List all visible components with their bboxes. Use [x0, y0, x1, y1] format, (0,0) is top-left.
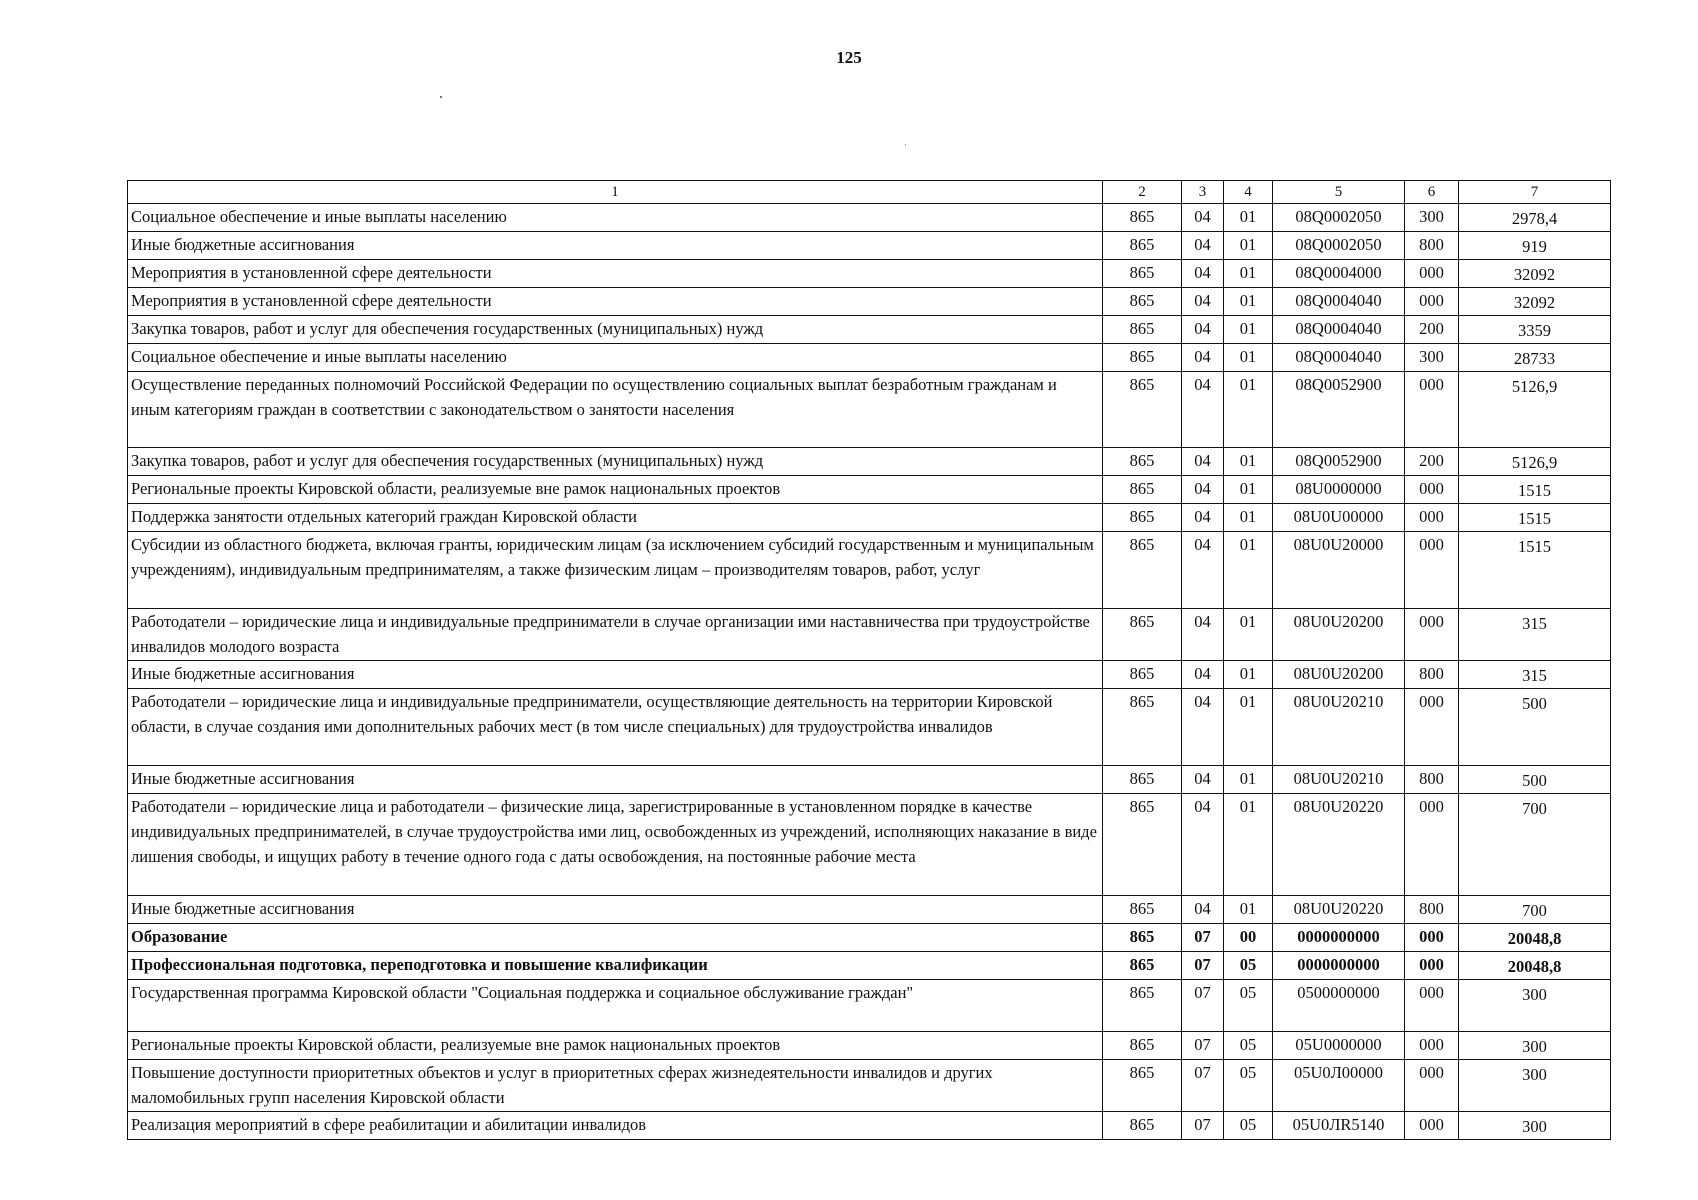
amount-cell: 2978,4	[1459, 204, 1611, 232]
table-row	[128, 794, 1611, 896]
scan-speck	[440, 96, 442, 98]
admin-code-cell: 865	[1103, 204, 1182, 232]
budget-table	[127, 180, 1611, 1140]
admin-code-cell: 865	[1103, 1060, 1182, 1112]
subsection-code-cell: 05	[1224, 1032, 1273, 1060]
target-article-cell: 08U0U00000	[1273, 504, 1405, 532]
expense-type-cell: 200	[1405, 316, 1459, 344]
item-name-cell: Закупка товаров, работ и услуг для обеспечения государственных (муниципальных) нужд	[128, 316, 1103, 344]
target-article-cell: 08Q0052900	[1273, 448, 1405, 476]
subsection-code-cell: 01	[1224, 689, 1273, 766]
amount-cell: 500	[1459, 766, 1611, 794]
item-name-cell: Реализация мероприятий в сфере реабилитации и абилитации инвалидов	[128, 1112, 1103, 1140]
section-code-cell: 04	[1182, 504, 1224, 532]
amount-cell: 315	[1459, 609, 1611, 661]
expense-type-cell: 000	[1405, 689, 1459, 766]
expense-type-cell: 000	[1405, 794, 1459, 896]
item-name-cell: Работодатели – юридические лица и индивидуальные предприниматели, осуществляющие деятельность на территории Кировской области, в случае создания ими дополнительных рабочих мест (в том числе специальных) для трудоустройства инвалидов	[128, 689, 1103, 766]
item-name-cell: Иные бюджетные ассигнования	[128, 766, 1103, 794]
admin-code-cell: 865	[1103, 980, 1182, 1032]
section-code-cell: 07	[1182, 1032, 1224, 1060]
table-row	[128, 476, 1611, 504]
admin-code-cell: 865	[1103, 1112, 1182, 1140]
section-code-cell: 04	[1182, 204, 1224, 232]
target-article-cell: 08U0U20210	[1273, 766, 1405, 794]
section-code-cell: 04	[1182, 794, 1224, 896]
amount-cell: 28733	[1459, 344, 1611, 372]
section-code-cell: 04	[1182, 288, 1224, 316]
expense-type-cell: 300	[1405, 204, 1459, 232]
target-article-cell: 08U0000000	[1273, 476, 1405, 504]
admin-code-cell: 865	[1103, 609, 1182, 661]
section-code-cell: 07	[1182, 924, 1224, 952]
item-name-cell: Иные бюджетные ассигнования	[128, 661, 1103, 689]
subsection-code-cell: 01	[1224, 476, 1273, 504]
target-article-cell: 08Q0002050	[1273, 232, 1405, 260]
table-row	[128, 924, 1611, 952]
subsection-code-cell: 01	[1224, 204, 1273, 232]
admin-code-cell: 865	[1103, 448, 1182, 476]
expense-type-cell: 000	[1405, 476, 1459, 504]
amount-cell: 20048,8	[1459, 924, 1611, 952]
table-row	[128, 288, 1611, 316]
admin-code-cell: 865	[1103, 260, 1182, 288]
column-header: 4	[1224, 181, 1273, 204]
admin-code-cell: 865	[1103, 924, 1182, 952]
subsection-code-cell: 01	[1224, 372, 1273, 448]
scan-speck	[905, 144, 906, 145]
table-row	[128, 316, 1611, 344]
section-code-cell: 07	[1182, 1112, 1224, 1140]
subsection-code-cell: 01	[1224, 609, 1273, 661]
item-name-cell: Региональные проекты Кировской области, реализуемые вне рамок национальных проектов	[128, 1032, 1103, 1060]
item-name-cell: Осуществление переданных полномочий Российской Федерации по осуществлению социальных выплат безработным гражданам и иным категориям граждан в соответствии с законодательством о занятости населения	[128, 372, 1103, 448]
item-name-cell: Образование	[128, 924, 1103, 952]
section-code-cell: 04	[1182, 766, 1224, 794]
admin-code-cell: 865	[1103, 504, 1182, 532]
expense-type-cell: 000	[1405, 952, 1459, 980]
expense-type-cell: 000	[1405, 980, 1459, 1032]
admin-code-cell: 865	[1103, 288, 1182, 316]
target-article-cell: 05U0Л00000	[1273, 1060, 1405, 1112]
table-body	[128, 204, 1611, 1140]
item-name-cell: Региональные проекты Кировской области, реализуемые вне рамок национальных проектов	[128, 476, 1103, 504]
amount-cell: 5126,9	[1459, 448, 1611, 476]
expense-type-cell: 300	[1405, 344, 1459, 372]
amount-cell: 300	[1459, 1060, 1611, 1112]
table-row	[128, 980, 1611, 1032]
target-article-cell: 05U0ЛR5140	[1273, 1112, 1405, 1140]
target-article-cell: 0500000000	[1273, 980, 1405, 1032]
table-row	[128, 344, 1611, 372]
subsection-code-cell: 01	[1224, 316, 1273, 344]
amount-cell: 5126,9	[1459, 372, 1611, 448]
section-code-cell: 04	[1182, 372, 1224, 448]
expense-type-cell: 000	[1405, 532, 1459, 609]
column-header: 5	[1273, 181, 1405, 204]
table-row	[128, 532, 1611, 609]
section-code-cell: 04	[1182, 232, 1224, 260]
column-header: 2	[1103, 181, 1182, 204]
table-row	[128, 609, 1611, 661]
expense-type-cell: 000	[1405, 1032, 1459, 1060]
target-article-cell: 08Q0002050	[1273, 204, 1405, 232]
subsection-code-cell: 01	[1224, 766, 1273, 794]
amount-cell: 1515	[1459, 476, 1611, 504]
target-article-cell: 08U0U20000	[1273, 532, 1405, 609]
target-article-cell: 08U0U20200	[1273, 661, 1405, 689]
subsection-code-cell: 01	[1224, 794, 1273, 896]
subsection-code-cell: 05	[1224, 1112, 1273, 1140]
admin-code-cell: 865	[1103, 476, 1182, 504]
section-code-cell: 04	[1182, 344, 1224, 372]
table-row	[128, 448, 1611, 476]
expense-type-cell: 000	[1405, 1060, 1459, 1112]
section-code-cell: 07	[1182, 952, 1224, 980]
table-row	[128, 504, 1611, 532]
target-article-cell: 08U0U20220	[1273, 794, 1405, 896]
section-code-cell: 04	[1182, 260, 1224, 288]
admin-code-cell: 865	[1103, 952, 1182, 980]
table-row	[128, 232, 1611, 260]
expense-type-cell: 800	[1405, 232, 1459, 260]
admin-code-cell: 865	[1103, 344, 1182, 372]
amount-cell: 500	[1459, 689, 1611, 766]
section-code-cell: 04	[1182, 476, 1224, 504]
item-name-cell: Закупка товаров, работ и услуг для обеспечения государственных (муниципальных) нужд	[128, 448, 1103, 476]
target-article-cell: 0000000000	[1273, 952, 1405, 980]
amount-cell: 300	[1459, 1112, 1611, 1140]
subsection-code-cell: 05	[1224, 952, 1273, 980]
table-row	[128, 1032, 1611, 1060]
subsection-code-cell: 00	[1224, 924, 1273, 952]
target-article-cell: 08Q0004040	[1273, 344, 1405, 372]
subsection-code-cell: 05	[1224, 1060, 1273, 1112]
section-code-cell: 04	[1182, 609, 1224, 661]
item-name-cell: Повышение доступности приоритетных объектов и услуг в приоритетных сферах жизнедеятельности инвалидов и других маломобильных групп населения Кировской области	[128, 1060, 1103, 1112]
subsection-code-cell: 01	[1224, 260, 1273, 288]
subsection-code-cell: 01	[1224, 504, 1273, 532]
target-article-cell: 08Q0004040	[1273, 288, 1405, 316]
amount-cell: 300	[1459, 980, 1611, 1032]
amount-cell: 32092	[1459, 288, 1611, 316]
amount-cell: 20048,8	[1459, 952, 1611, 980]
subsection-code-cell: 01	[1224, 532, 1273, 609]
admin-code-cell: 865	[1103, 766, 1182, 794]
column-header: 6	[1405, 181, 1459, 204]
item-name-cell: Мероприятия в установленной сфере деятельности	[128, 288, 1103, 316]
table-row	[128, 204, 1611, 232]
item-name-cell: Иные бюджетные ассигнования	[128, 232, 1103, 260]
target-article-cell: 08Q0004000	[1273, 260, 1405, 288]
table-row	[128, 661, 1611, 689]
table-row	[128, 1112, 1611, 1140]
admin-code-cell: 865	[1103, 232, 1182, 260]
amount-cell: 315	[1459, 661, 1611, 689]
amount-cell: 700	[1459, 896, 1611, 924]
subsection-code-cell: 01	[1224, 661, 1273, 689]
target-article-cell: 05U0000000	[1273, 1032, 1405, 1060]
item-name-cell: Социальное обеспечение и иные выплаты населению	[128, 344, 1103, 372]
item-name-cell: Поддержка занятости отдельных категорий граждан Кировской области	[128, 504, 1103, 532]
page-number: 125	[836, 48, 862, 67]
section-code-cell: 04	[1182, 896, 1224, 924]
section-code-cell: 07	[1182, 1060, 1224, 1112]
subsection-code-cell: 01	[1224, 896, 1273, 924]
section-code-cell: 04	[1182, 661, 1224, 689]
column-header: 3	[1182, 181, 1224, 204]
item-name-cell: Профессиональная подготовка, переподготовка и повышение квалификации	[128, 952, 1103, 980]
expense-type-cell: 200	[1405, 448, 1459, 476]
table-row	[128, 372, 1611, 448]
admin-code-cell: 865	[1103, 372, 1182, 448]
expense-type-cell: 800	[1405, 661, 1459, 689]
expense-type-cell: 000	[1405, 1112, 1459, 1140]
target-article-cell: 08U0U20220	[1273, 896, 1405, 924]
subsection-code-cell: 01	[1224, 232, 1273, 260]
admin-code-cell: 865	[1103, 689, 1182, 766]
section-code-cell: 04	[1182, 532, 1224, 609]
column-header: 7	[1459, 181, 1611, 204]
amount-cell: 1515	[1459, 532, 1611, 609]
target-article-cell: 0000000000	[1273, 924, 1405, 952]
item-name-cell: Социальное обеспечение и иные выплаты населению	[128, 204, 1103, 232]
section-code-cell: 07	[1182, 980, 1224, 1032]
amount-cell: 1515	[1459, 504, 1611, 532]
admin-code-cell: 865	[1103, 532, 1182, 609]
table-row	[128, 689, 1611, 766]
expense-type-cell: 000	[1405, 924, 1459, 952]
item-name-cell: Субсидии из областного бюджета, включая гранты, юридическим лицам (за исключением субсидий государственным и муниципальным учреждениям), индивидуальным предпринимателям, а также физическим лицам – производителям товаров, работ, услуг	[128, 532, 1103, 609]
subsection-code-cell: 01	[1224, 344, 1273, 372]
item-name-cell: Работодатели – юридические лица и работодатели – физические лица, зарегистрированные в установленном порядке в качестве индивидуальных предпринимателей, в случае трудоустройства ими лиц, освобожденных из учреждений, исполняющих наказание в виде лишения свободы, и ищущих работу в течение одного года с даты освобождения, на постоянные рабочие места	[128, 794, 1103, 896]
subsection-code-cell: 05	[1224, 980, 1273, 1032]
section-code-cell: 04	[1182, 448, 1224, 476]
target-article-cell: 08U0U20210	[1273, 689, 1405, 766]
expense-type-cell: 800	[1405, 766, 1459, 794]
subsection-code-cell: 01	[1224, 288, 1273, 316]
amount-cell: 300	[1459, 1032, 1611, 1060]
column-header: 1	[128, 181, 1103, 204]
amount-cell: 919	[1459, 232, 1611, 260]
amount-cell: 32092	[1459, 260, 1611, 288]
section-code-cell: 04	[1182, 316, 1224, 344]
expense-type-cell: 000	[1405, 260, 1459, 288]
item-name-cell: Государственная программа Кировской области "Социальная поддержка и социальное обслуживание граждан"	[128, 980, 1103, 1032]
table-row	[128, 896, 1611, 924]
admin-code-cell: 865	[1103, 661, 1182, 689]
target-article-cell: 08U0U20200	[1273, 609, 1405, 661]
expense-type-cell: 000	[1405, 372, 1459, 448]
table-row	[128, 952, 1611, 980]
amount-cell: 3359	[1459, 316, 1611, 344]
admin-code-cell: 865	[1103, 896, 1182, 924]
header-row	[128, 181, 1611, 204]
expense-type-cell: 000	[1405, 288, 1459, 316]
expense-type-cell: 000	[1405, 504, 1459, 532]
expense-type-cell: 000	[1405, 609, 1459, 661]
amount-cell: 700	[1459, 794, 1611, 896]
subsection-code-cell: 01	[1224, 448, 1273, 476]
item-name-cell: Работодатели – юридические лица и индивидуальные предприниматели в случае организации ими наставничества при трудоустройстве инвалидов молодого возраста	[128, 609, 1103, 661]
item-name-cell: Иные бюджетные ассигнования	[128, 896, 1103, 924]
section-code-cell: 04	[1182, 689, 1224, 766]
admin-code-cell: 865	[1103, 1032, 1182, 1060]
target-article-cell: 08Q0004040	[1273, 316, 1405, 344]
target-article-cell: 08Q0052900	[1273, 372, 1405, 448]
item-name-cell: Мероприятия в установленной сфере деятельности	[128, 260, 1103, 288]
expense-type-cell: 800	[1405, 896, 1459, 924]
admin-code-cell: 865	[1103, 316, 1182, 344]
table-row	[128, 766, 1611, 794]
admin-code-cell: 865	[1103, 794, 1182, 896]
table-row	[128, 1060, 1611, 1112]
table-row	[128, 260, 1611, 288]
